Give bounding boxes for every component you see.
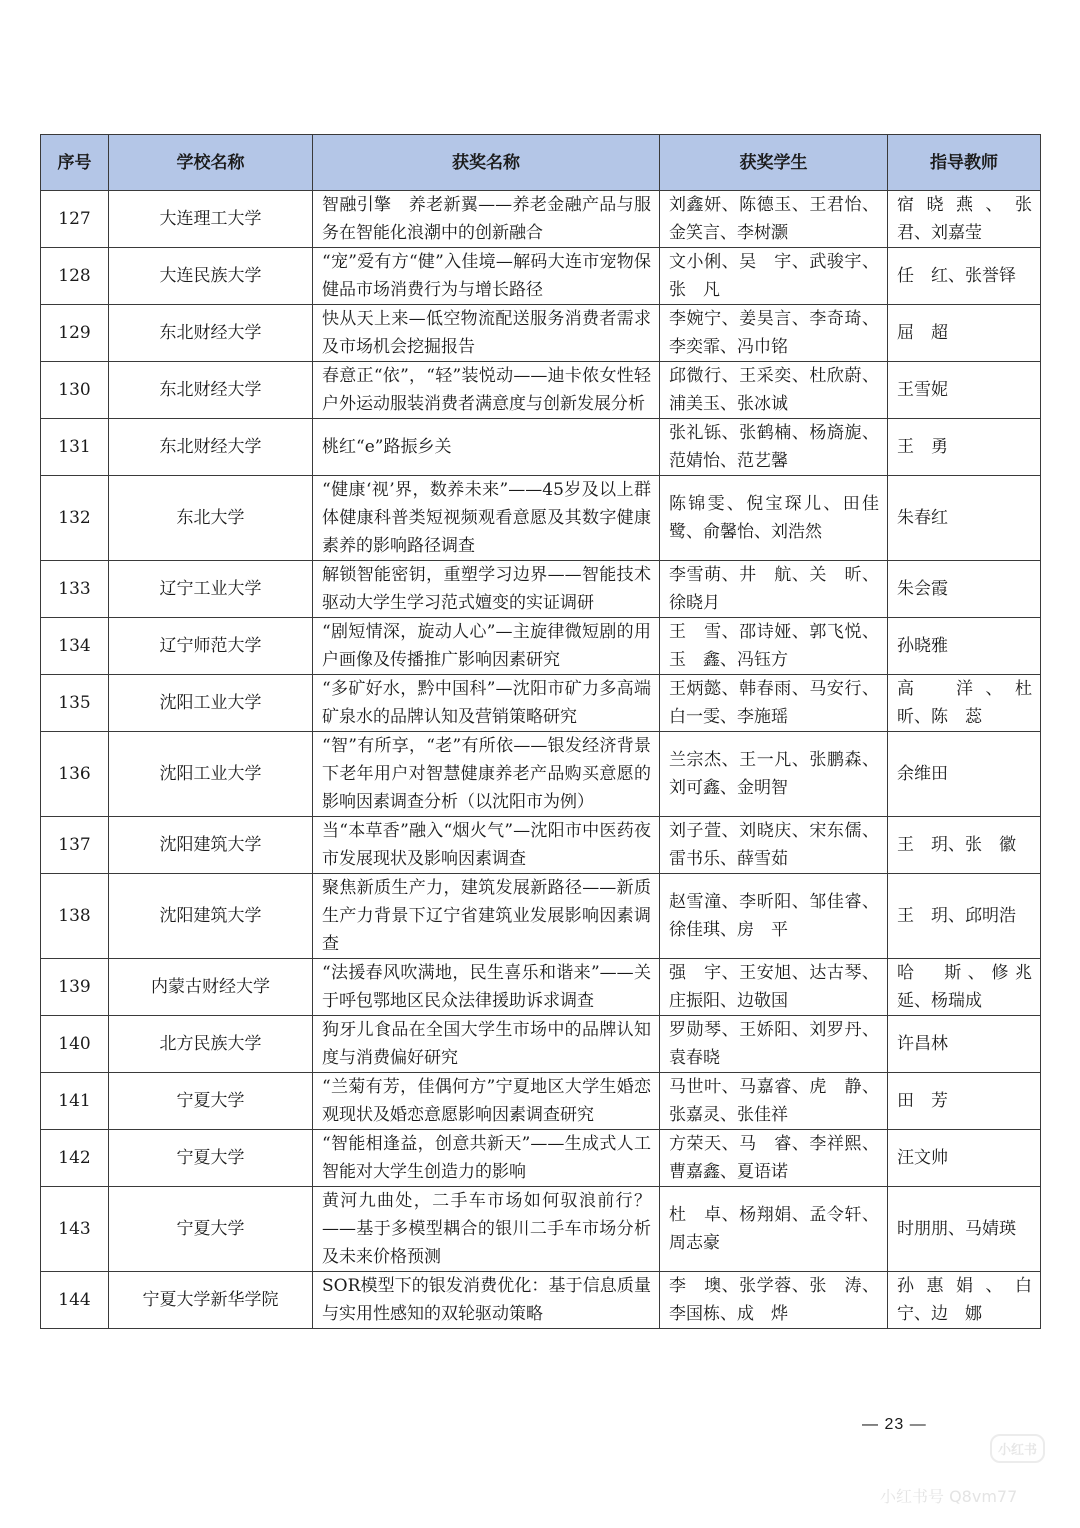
table-row	[41, 817, 1041, 874]
award-name-cell: 黄河九曲处，二手车市场如何驭浪前行？——基于多模型耦合的银川二手车市场分析及未来价格预测	[313, 1187, 660, 1272]
award-name-cell: “健康‘视’界，数养未来”——45岁及以上群体健康科普类短视频观看意愿及其数字健康素养的影响路径调查	[313, 476, 660, 561]
row-number-cell: 134	[41, 618, 109, 675]
advisor-teachers-cell: 屈 超	[888, 305, 1041, 362]
table-row	[41, 1187, 1041, 1272]
table-row	[41, 618, 1041, 675]
award-students-cell: 马世叶、马嘉睿、虎 静、张嘉灵、张佳祥	[660, 1073, 888, 1130]
award-name-cell: “智能相逢益，创意共新天”——生成式人工智能对大学生创造力的影响	[313, 1130, 660, 1187]
table-row	[41, 732, 1041, 817]
header-teachers: 指导教师	[888, 135, 1041, 191]
row-number-cell: 130	[41, 362, 109, 419]
award-students-cell: 张礼铄、张鹤楠、杨旖旎、范婧怡、范艺馨	[660, 419, 888, 476]
award-students-cell: 王炳懿、韩春雨、马安行、白一雯、李施瑶	[660, 675, 888, 732]
table-row	[41, 1073, 1041, 1130]
advisor-teachers-cell: 任 红、张誉铎	[888, 248, 1041, 305]
school-name-cell: 沈阳建筑大学	[109, 817, 313, 874]
row-number-cell: 133	[41, 561, 109, 618]
header-no: 序号	[41, 135, 109, 191]
table-row	[41, 1272, 1041, 1329]
school-name-cell: 沈阳建筑大学	[109, 874, 313, 959]
row-number-cell: 138	[41, 874, 109, 959]
advisor-teachers-cell: 汪文帅	[888, 1130, 1041, 1187]
advisor-teachers-cell: 朱会霞	[888, 561, 1041, 618]
page-number: — 23 —	[862, 1416, 927, 1433]
award-name-cell: 狗牙儿食品在全国大学生市场中的品牌认知度与消费偏好研究	[313, 1016, 660, 1073]
award-students-cell: 方荣天、马 睿、李祥熙、曹嘉鑫、夏语诺	[660, 1130, 888, 1187]
row-number-cell: 140	[41, 1016, 109, 1073]
row-number-cell: 127	[41, 191, 109, 248]
school-name-cell: 辽宁工业大学	[109, 561, 313, 618]
award-name-cell: SOR模型下的银发消费优化：基于信息质量与实用性感知的双轮驱动策略	[313, 1272, 660, 1329]
row-number-cell: 132	[41, 476, 109, 561]
award-students-cell: 赵雪潼、李昕阳、邹佳睿、徐佳琪、房 平	[660, 874, 888, 959]
school-name-cell: 东北财经大学	[109, 362, 313, 419]
award-students-cell: 刘子萱、刘晓庆、宋东儒、雷书乐、薛雪茹	[660, 817, 888, 874]
award-students-cell: 邱微行、王采奕、杜欣蔚、浦美玉、张冰诚	[660, 362, 888, 419]
table-row	[41, 362, 1041, 419]
award-students-cell: 杜 卓、杨翔娟、孟令轩、周志豪	[660, 1187, 888, 1272]
school-name-cell: 沈阳工业大学	[109, 675, 313, 732]
header-school: 学校名称	[109, 135, 313, 191]
watermark-logo: 小红书	[990, 1434, 1045, 1463]
header-row	[41, 135, 1041, 191]
award-students-cell: 李婉宁、姜昊言、李奇琦、李奕霏、冯巾铭	[660, 305, 888, 362]
award-students-cell: 强 宇、王安旭、达古琴、庄振阳、边敬国	[660, 959, 888, 1016]
award-table	[40, 134, 1049, 1329]
advisor-teachers-cell: 田 芳	[888, 1073, 1041, 1130]
award-name-cell: 解锁智能密钥，重塑学习边界——智能技术驱动大学生学习范式嬗变的实证调研	[313, 561, 660, 618]
advisor-teachers-cell: 宿晓燕、张 君、刘嘉莹	[888, 191, 1041, 248]
award-name-cell: “宠”爱有方“健”入佳境—解码大连市宠物保健品市场消费行为与增长路径	[313, 248, 660, 305]
advisor-teachers-cell: 余维田	[888, 732, 1041, 817]
advisor-teachers-cell: 许昌林	[888, 1016, 1041, 1073]
award-name-cell: “兰菊有芳，佳偶何方”宁夏地区大学生婚恋观现状及婚恋意愿影响因素调查研究	[313, 1073, 660, 1130]
table-row	[41, 959, 1041, 1016]
table-row	[41, 675, 1041, 732]
advisor-teachers-cell: 孙晓雅	[888, 618, 1041, 675]
award-name-cell: 当“本草香”融入“烟火气”—沈阳市中医药夜市发展现状及影响因素调查	[313, 817, 660, 874]
watermark-text: 小红书号 Q8vm77	[880, 1487, 1018, 1506]
school-name-cell: 宁夏大学	[109, 1130, 313, 1187]
table-row	[41, 1130, 1041, 1187]
row-number-cell: 137	[41, 817, 109, 874]
school-name-cell: 北方民族大学	[109, 1016, 313, 1073]
table-row	[41, 248, 1041, 305]
table-body	[41, 191, 1049, 1329]
advisor-teachers-cell: 王 勇	[888, 419, 1041, 476]
row-number-cell: 144	[41, 1272, 109, 1329]
row-number-cell: 141	[41, 1073, 109, 1130]
table-row	[41, 1016, 1041, 1073]
award-name-cell: 春意正“依”，“轻”装悦动——迪卡侬女性轻户外运动服装消费者满意度与创新发展分析	[313, 362, 660, 419]
advisor-teachers-cell: 王 玥、邱明浩	[888, 874, 1041, 959]
row-number-cell: 128	[41, 248, 109, 305]
advisor-teachers-cell: 时朋朋、马婧瑛	[888, 1187, 1041, 1272]
row-number-cell: 131	[41, 419, 109, 476]
row-number-cell: 136	[41, 732, 109, 817]
table-row	[41, 476, 1041, 561]
award-students-cell: 李雪萌、井 航、关 昕、徐晓月	[660, 561, 888, 618]
award-students-cell: 兰宗杰、王一凡、张鹏森、刘可鑫、金明智	[660, 732, 888, 817]
school-name-cell: 东北大学	[109, 476, 313, 561]
award-name-cell: “智”有所享，“老”有所依——银发经济背景下老年用户对智慧健康养老产品购买意愿的影响因素调查分析（以沈阳市为例）	[313, 732, 660, 817]
school-name-cell: 内蒙古财经大学	[109, 959, 313, 1016]
school-name-cell: 宁夏大学	[109, 1187, 313, 1272]
school-name-cell: 宁夏大学	[109, 1073, 313, 1130]
table-row	[41, 305, 1041, 362]
row-number-cell: 142	[41, 1130, 109, 1187]
school-name-cell: 辽宁师范大学	[109, 618, 313, 675]
advisor-teachers-cell: 王 玥、张 徽	[888, 817, 1041, 874]
advisor-teachers-cell: 哈 斯、修兆延、杨瑞成	[888, 959, 1041, 1016]
table-row	[41, 191, 1041, 248]
award-name-cell: “剧短情深，旋动人心”—主旋律微短剧的用户画像及传播推广影响因素研究	[313, 618, 660, 675]
award-students-cell: 李 墺、张学蓉、张 涛、李国栋、成 烨	[660, 1272, 888, 1329]
table-row	[41, 419, 1041, 476]
award-students-cell: 罗勋琴、王娇阳、刘罗丹、袁春晓	[660, 1016, 888, 1073]
school-name-cell: 东北财经大学	[109, 305, 313, 362]
award-students-cell: 文小俐、吴 宇、武骏宇、张 凡	[660, 248, 888, 305]
award-name-cell: “法援春风吹满地，民生喜乐和谐来”——关于呼包鄂地区民众法律援助诉求调查	[313, 959, 660, 1016]
award-students-cell: 陈锦雯、倪宝琛儿、田佳鹭、俞馨怡、刘浩然	[660, 476, 888, 561]
table-row	[41, 874, 1041, 959]
advisor-teachers-cell: 孙惠娟、白 宁、边 娜	[888, 1272, 1041, 1329]
advisor-teachers-cell: 高 洋、杜 昕、陈 蕊	[888, 675, 1041, 732]
advisor-teachers-cell: 朱春红	[888, 476, 1041, 561]
school-name-cell: 东北财经大学	[109, 419, 313, 476]
award-name-cell: 智融引擎 养老新翼——养老金融产品与服务在智能化浪潮中的创新融合	[313, 191, 660, 248]
school-name-cell: 大连民族大学	[109, 248, 313, 305]
row-number-cell: 135	[41, 675, 109, 732]
header-award: 获奖名称	[313, 135, 660, 191]
award-name-cell: 聚焦新质生产力，建筑发展新路径——新质生产力背景下辽宁省建筑业发展影响因素调查	[313, 874, 660, 959]
award-name-cell: 桃红“e”路振乡关	[313, 419, 660, 476]
table-row	[41, 561, 1041, 618]
header-students: 获奖学生	[660, 135, 888, 191]
award-students-cell: 王 雪、邵诗娅、郭飞悦、玉 鑫、冯钰方	[660, 618, 888, 675]
row-number-cell: 129	[41, 305, 109, 362]
advisor-teachers-cell: 王雪妮	[888, 362, 1041, 419]
row-number-cell: 143	[41, 1187, 109, 1272]
award-name-cell: 快从天上来—低空物流配送服务消费者需求及市场机会挖掘报告	[313, 305, 660, 362]
row-number-cell: 139	[41, 959, 109, 1016]
award-name-cell: “多矿好水，黔中国科”—沈阳市矿力多高端矿泉水的品牌认知及营销策略研究	[313, 675, 660, 732]
school-name-cell: 大连理工大学	[109, 191, 313, 248]
school-name-cell: 宁夏大学新华学院	[109, 1272, 313, 1329]
award-students-cell: 刘鑫妍、陈德玉、王君怡、金笑言、李树灏	[660, 191, 888, 248]
school-name-cell: 沈阳工业大学	[109, 732, 313, 817]
